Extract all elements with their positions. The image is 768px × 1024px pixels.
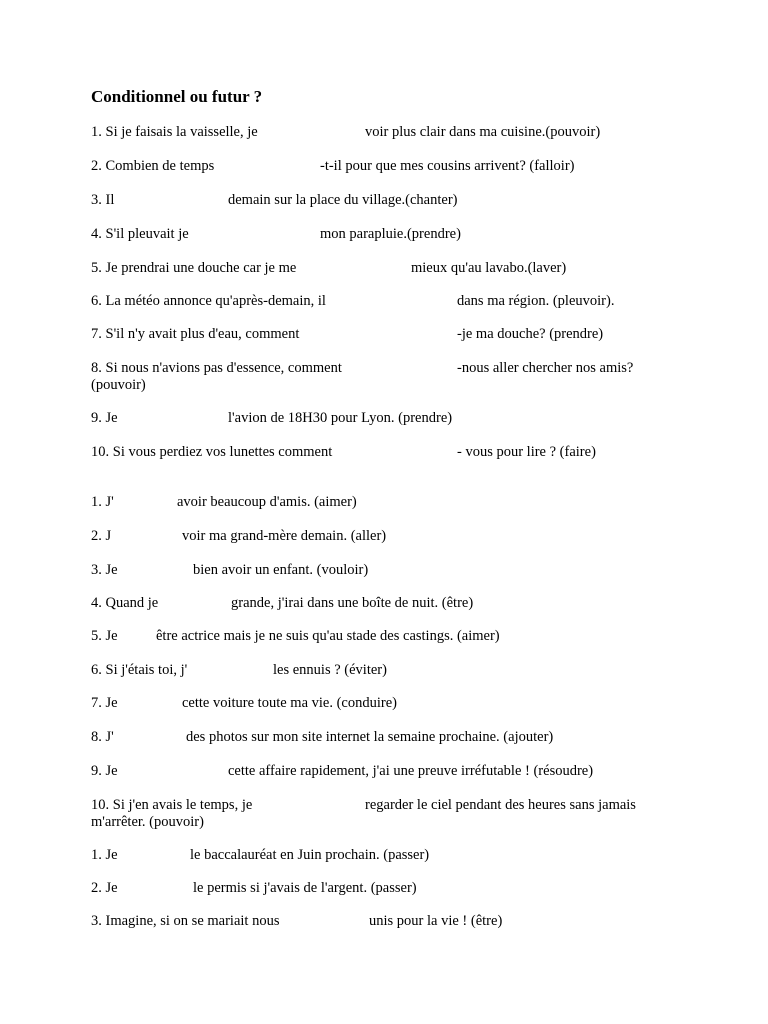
exercise-2-9-rest: cette affaire rapidement, j'ai une preuve irréfutable ! (résoudre) [228, 763, 594, 779]
exercise-1-3-rest: demain sur la place du village.(chanter) [228, 192, 458, 208]
exercise-2-9-prompt: 9. Je [91, 763, 118, 779]
exercise-1-4-rest: mon parapluie.(prendre) [320, 226, 461, 242]
exercise-2-8-prompt: 8. J' [91, 729, 114, 745]
exercise-1-3-prompt: 3. Il [91, 192, 115, 208]
exercise-2-6-prompt: 6. Si j'étais toi, j' [91, 662, 188, 678]
exercise-3-2-prompt: 2. Je [91, 880, 118, 896]
exercise-1-9-rest: l'avion de 18H30 pour Lyon. (prendre) [228, 410, 453, 426]
exercise-1-2-prompt: 2. Combien de temps [91, 158, 215, 174]
exercise-2-2-prompt: 2. J [91, 528, 112, 544]
page-title: Conditionnel ou futur ? [91, 87, 263, 106]
exercise-1-9-prompt: 9. Je [91, 410, 118, 426]
exercise-2-1-rest: avoir beaucoup d'amis. (aimer) [177, 494, 357, 510]
exercise-2-10-wrap: m'arrêter. (pouvoir) [91, 814, 204, 830]
exercise-1-10-rest: - vous pour lire ? (faire) [457, 444, 596, 460]
exercise-1-1-prompt: 1. Si je faisais la vaisselle, je [91, 124, 258, 140]
exercise-1-5-rest: mieux qu'au lavabo.(laver) [411, 260, 567, 276]
exercise-2-5-prompt: 5. Je [91, 628, 118, 644]
exercise-3-3-prompt: 3. Imagine, si on se mariait nous [91, 913, 280, 929]
exercise-1-6-prompt: 6. La météo annonce qu'après-demain, il [91, 293, 326, 309]
exercise-3-1-rest: le baccalauréat en Juin prochain. (passer) [190, 847, 430, 863]
exercise-3-3-rest: unis pour la vie ! (être) [369, 913, 503, 929]
exercise-2-6-rest: les ennuis ? (éviter) [273, 662, 387, 678]
exercise-2-7-prompt: 7. Je [91, 695, 118, 711]
exercise-1-1-rest: voir plus clair dans ma cuisine.(pouvoir) [365, 124, 601, 140]
exercise-3-2-rest: le permis si j'avais de l'argent. (passer) [193, 880, 417, 896]
exercise-2-4-prompt: 4. Quand je [91, 595, 159, 611]
exercise-1-7-rest: -je ma douche? (prendre) [457, 326, 604, 342]
exercise-2-4-rest: grande, j'irai dans une boîte de nuit. (être) [231, 595, 474, 611]
exercise-2-5-rest: être actrice mais je ne suis qu'au stade des castings. (aimer) [156, 628, 500, 644]
exercise-2-10-rest: regarder le ciel pendant des heures sans jamais [365, 797, 636, 813]
exercise-2-8-rest: des photos sur mon site internet la semaine prochaine. (ajouter) [186, 729, 554, 745]
exercise-2-3-prompt: 3. Je [91, 562, 118, 578]
exercise-1-8-wrap: (pouvoir) [91, 377, 146, 393]
exercise-2-1-prompt: 1. J' [91, 494, 114, 510]
exercise-1-10-prompt: 10. Si vous perdiez vos lunettes comment [91, 444, 333, 460]
exercise-2-2-rest: voir ma grand-mère demain. (aller) [182, 528, 387, 544]
exercise-2-10-prompt: 10. Si j'en avais le temps, je [91, 797, 253, 813]
exercise-1-6-rest: dans ma région. (pleuvoir). [457, 293, 615, 309]
exercise-1-8-prompt: 8. Si nous n'avions pas d'essence, comment [91, 360, 342, 376]
exercise-1-4-prompt: 4. S'il pleuvait je [91, 226, 189, 242]
exercise-1-2-rest: -t-il pour que mes cousins arrivent? (falloir) [320, 158, 575, 174]
exercise-1-8-rest: -nous aller chercher nos amis? [457, 360, 634, 376]
exercise-1-5-prompt: 5. Je prendrai une douche car je me [91, 260, 297, 276]
exercise-1-7-prompt: 7. S'il n'y avait plus d'eau, comment [91, 326, 300, 342]
exercise-2-7-rest: cette voiture toute ma vie. (conduire) [182, 695, 397, 711]
exercise-3-1-prompt: 1. Je [91, 847, 118, 863]
exercise-2-3-rest: bien avoir un enfant. (vouloir) [193, 562, 369, 578]
